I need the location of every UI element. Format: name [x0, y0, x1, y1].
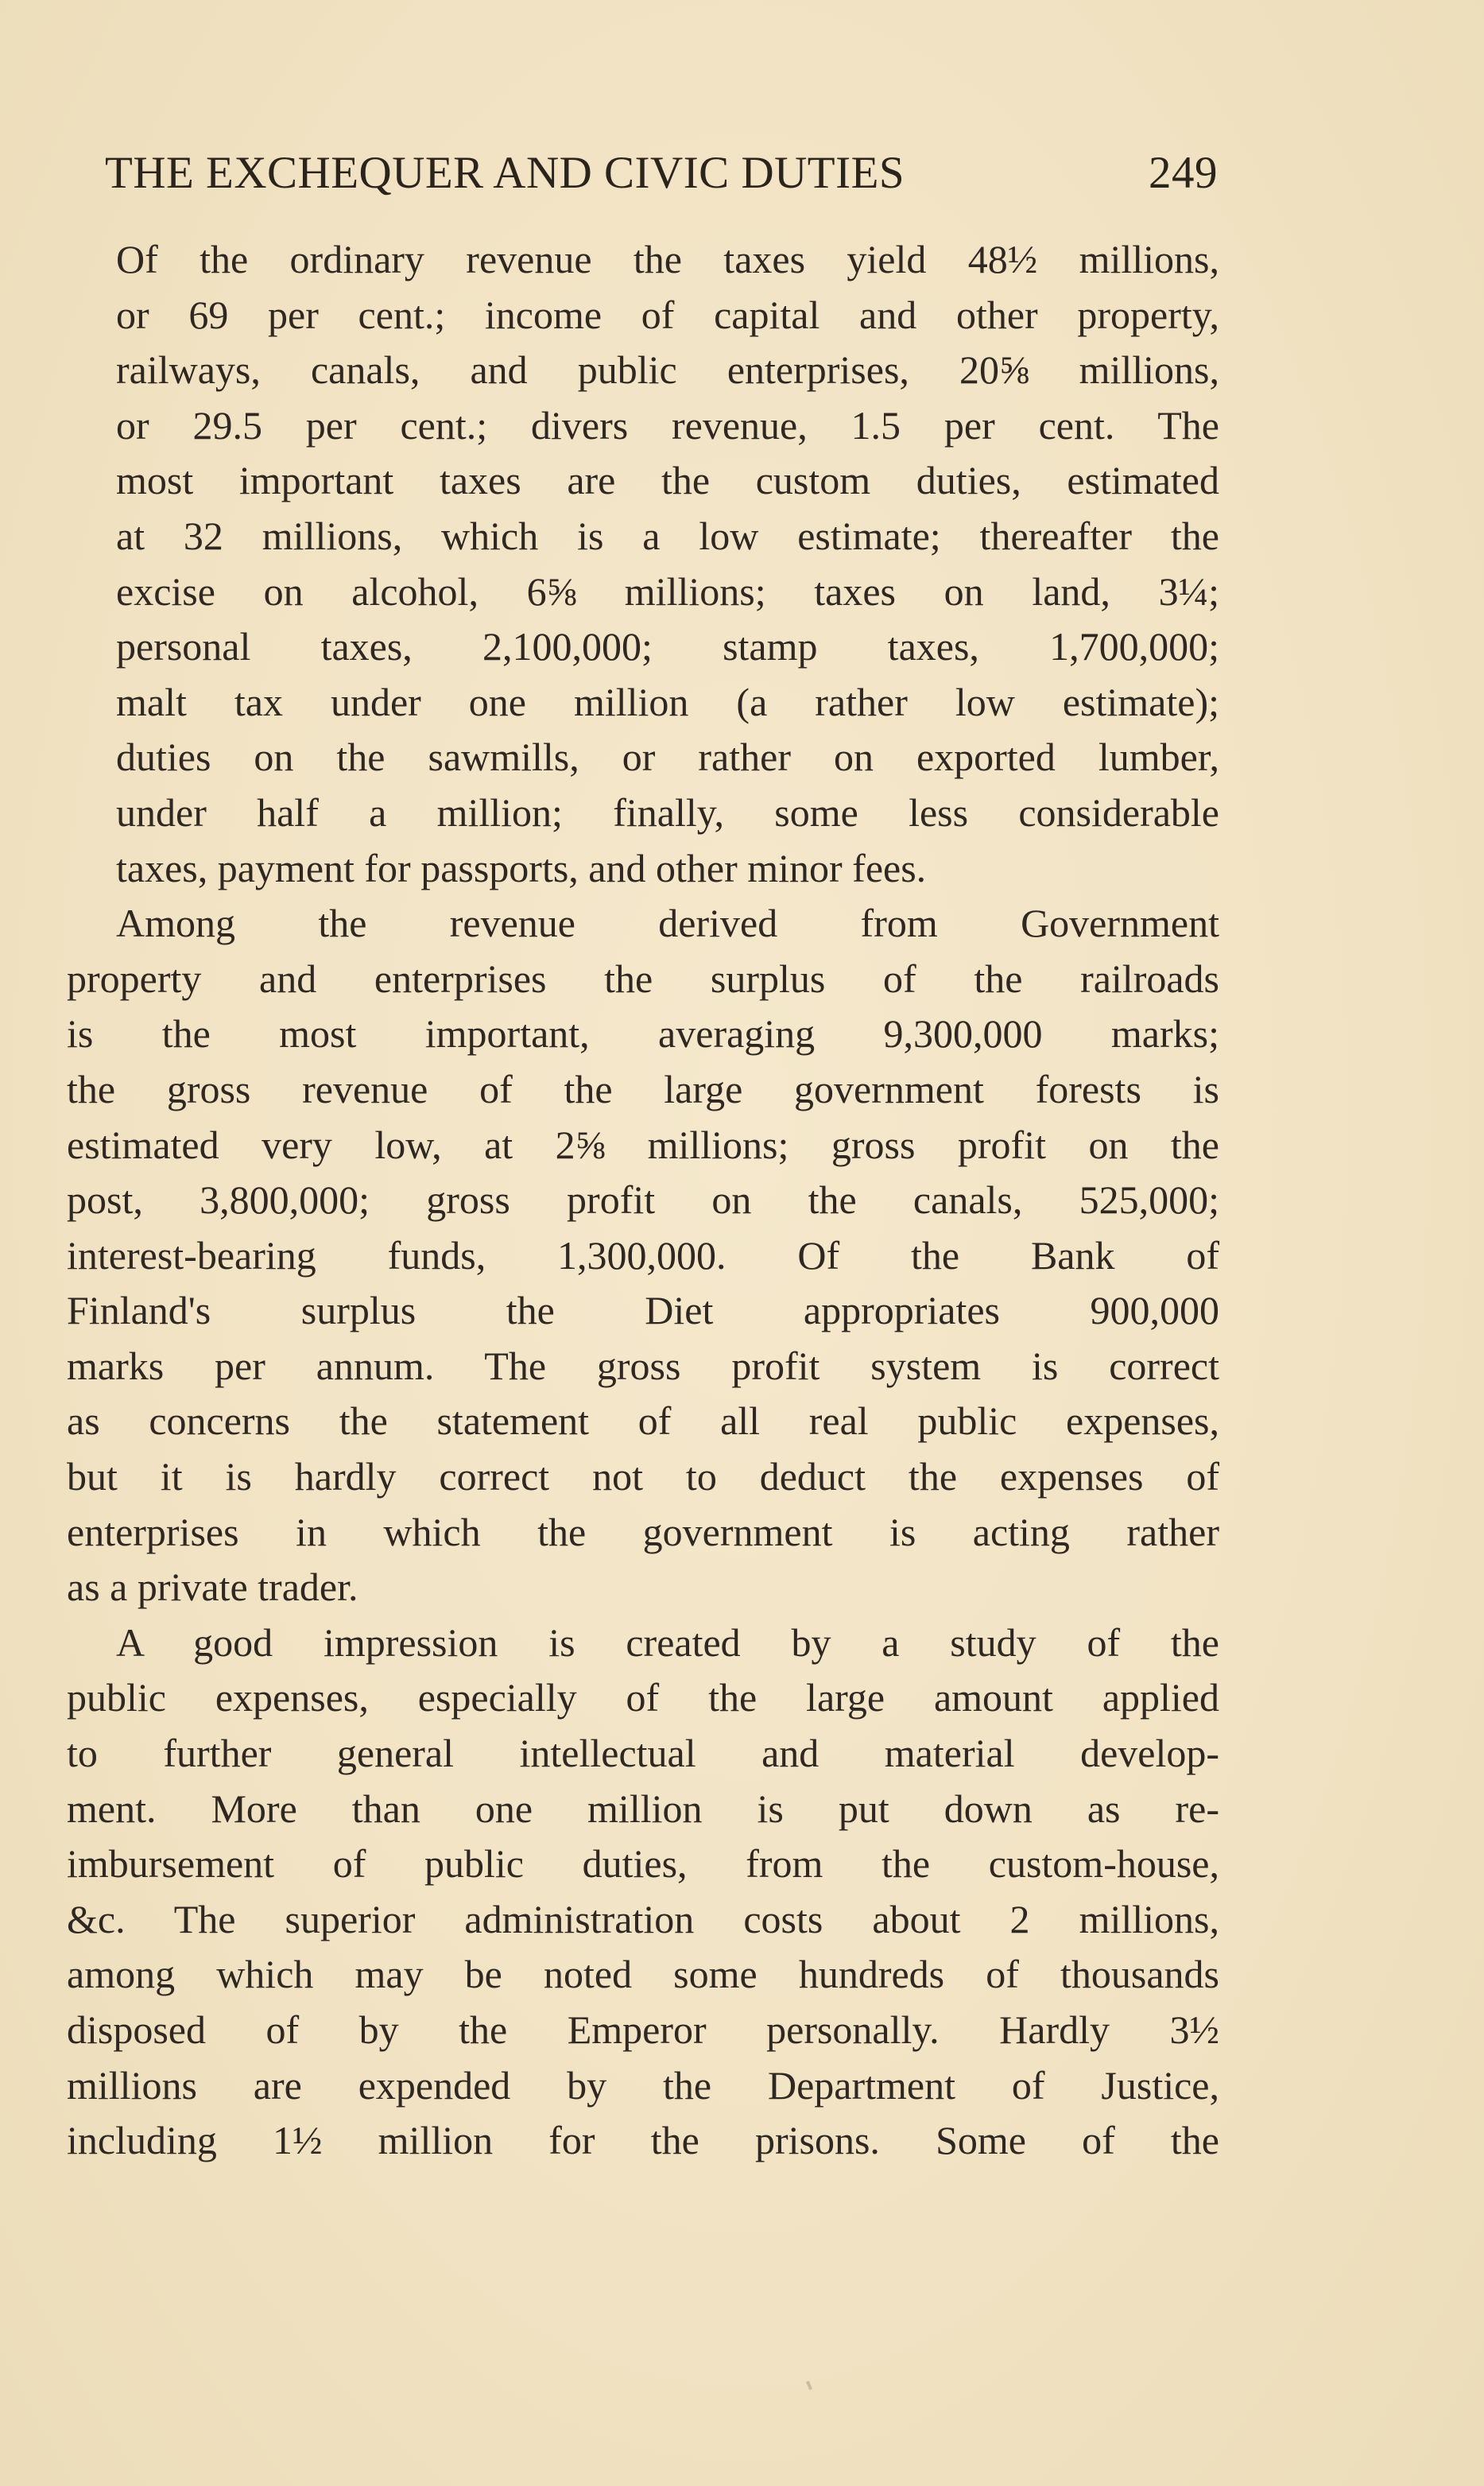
body-text	[67, 232, 1219, 2169]
paragraph-3-line-6: &c. The superior administration costs about 2 millions,	[67, 1896, 1219, 1941]
paragraph-2-line-3: is the most important, averaging 9,300,000 marks;	[67, 1011, 1219, 1057]
paragraph-2-line-1: Among the revenue derived from Government	[116, 901, 1219, 946]
paragraph-3-line-4: ment. More than one million is put down as re-	[67, 1786, 1219, 1831]
paragraph-2-line-9: marks per annum. The gross profit system is correct	[67, 1343, 1219, 1388]
paragraph-3-line-9: millions are expended by the Department of Justice,	[67, 2062, 1219, 2108]
paragraph-2-line-2: property and enterprises the surplus of the railroads	[67, 956, 1219, 1001]
paragraph-2-line-11: but it is hardly correct not to deduct the expenses of	[67, 1454, 1219, 1499]
paragraph-3-line-2: public expenses, especially of the large amount applied	[67, 1675, 1219, 1720]
paragraph-1-line-5: most important taxes are the custom duties, estimated	[116, 458, 1219, 503]
paragraph-2-line-10: as concerns the statement of all real public expenses,	[67, 1398, 1219, 1444]
paragraph-1-line-1: Of the ordinary revenue the taxes yield 48½ millions,	[116, 237, 1219, 281]
paragraph-1-line-10: duties on the sawmills, or rather on exported lumber,	[116, 735, 1219, 780]
paragraph-3-line-1: A good impression is created by a study of the	[116, 1619, 1219, 1665]
paragraph-3-line-5: imbursement of public duties, from the custom-house,	[67, 1841, 1219, 1887]
paragraph-1-line-8: personal taxes, 2,100,000; stamp taxes, 1,700,000;	[116, 624, 1219, 669]
paragraph-2-line-5: estimated very low, at 2⅝ millions; gross profit on the	[67, 1122, 1219, 1167]
paragraph-1	[67, 232, 1219, 896]
paragraph-1-line-7: excise on alcohol, 6⅝ millions; taxes on land, 3¼;	[116, 568, 1219, 614]
paragraph-3-line-7: among which may be noted some hundreds of thousands	[67, 1952, 1219, 1997]
paragraph-2-line-6: post, 3,800,000; gross profit on the canals, 525,000;	[67, 1177, 1219, 1223]
paragraph-1-line-9: malt tax under one million (a rather low estimate);	[116, 679, 1219, 724]
paragraph-1-line-4: or 29.5 per cent.; divers revenue, 1.5 per cent. The	[116, 402, 1219, 448]
running-title: THE EXCHEQUER AND CIVIC DUTIES	[105, 148, 905, 198]
paragraph-2-line-4: the gross revenue of the large government forests is	[67, 1066, 1219, 1111]
page-number: 249	[1149, 148, 1218, 198]
paragraph-1-line-6: at 32 millions, which is a low estimate; thereafter the	[116, 513, 1219, 558]
paragraph-2	[67, 896, 1219, 1615]
paragraph-1-line-2: or 69 per cent.; income of capital and other property,	[116, 292, 1219, 337]
paragraph-1-line-11: under half a million; finally, some less considerable	[116, 789, 1219, 835]
paragraph-2-line-12: enterprises in which the government is acting rather	[67, 1509, 1219, 1554]
paragraph-1-line-3: railways, canals, and public enterprises, 20⅝ millions,	[116, 347, 1219, 393]
paragraph-3-line-10: including 1½ million for the prisons. Some of the	[67, 2118, 1219, 2163]
ink-speck	[806, 2381, 812, 2391]
paragraph-2-line-13: as a private trader.	[67, 1565, 358, 1610]
paragraph-3-line-3: to further general intellectual and material develop-	[67, 1731, 1219, 1776]
paragraph-1-line-12: taxes, payment for passports, and other minor fees.	[116, 845, 927, 890]
paragraph-3-line-8: disposed of by the Emperor personally. Hardly 3½	[67, 2007, 1219, 2052]
paragraph-2-line-8: Finland's surplus the Diet appropriates 900,000	[67, 1288, 1219, 1333]
page-header	[105, 142, 1218, 205]
paragraph-2-line-7: interest-bearing funds, 1,300,000. Of the Bank of	[67, 1232, 1219, 1278]
paragraph-3	[67, 1615, 1219, 2169]
